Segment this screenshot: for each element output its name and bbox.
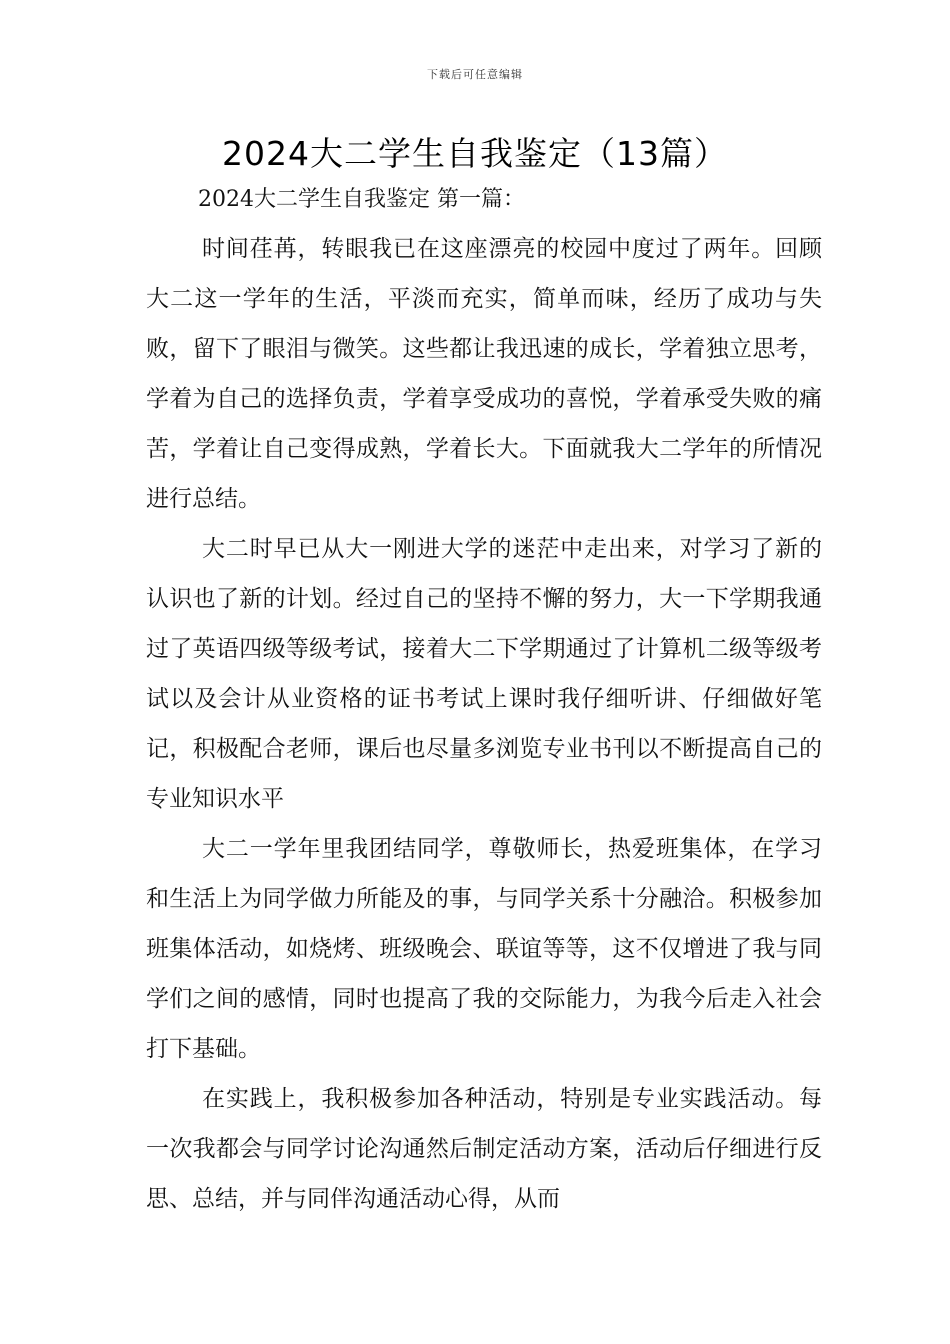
- section-heading: 2024大二学生自我鉴定 第一篇：: [198, 187, 525, 212]
- paragraph-2: 大二时早已从大一刚进大学的迷茫中走出来，对学习了新的认识也了新的计划。经过自己的坚持不懈的努力，大一下学期我通过了英语四级等级考试，接着大二下学期通过了计算机二级等级考试以及会计从业资格的证书考试上课时我仔细听讲、仔细做好笔记，积极配合老师，课后也尽量多浏览专业书刊以不断提高自己的专业知识水平: [146, 536, 822, 812]
- header-note: 下载后可任意编辑: [427, 68, 523, 81]
- paragraph-1: 时间荏苒，转眼我已在这座漂亮的校园中度过了两年。回顾大二这一学年的生活，平淡而充实，简单而味，经历了成功与失败，留下了眼泪与微笑。这些都让我迅速的成长，学着独立思考，学着为自己的选择负责，学着享受成功的喜悦，学着承受失败的痛苦，学着让自己变得成熟，学着长大。下面就我大二学年的所情况进行总结。: [146, 236, 822, 512]
- paragraph-3: 大二一学年里我团结同学，尊敬师长，热爱班集体，在学习和生活上为同学做力所能及的事，与同学关系十分融洽。积极参加班集体活动，如烧烤、班级晚会、联谊等等，这不仅增进了我与同学们之间的感情，同时也提高了我的交际能力，为我今后走入社会打下基础。: [146, 836, 822, 1062]
- document-body: [146, 176, 822, 1224]
- paragraph-4: 在实践上，我积极参加各种活动，特别是专业实践活动。每一次我都会与同学讨论沟通然后制定活动方案，活动后仔细进行反思、总结，并与同伴沟通活动心得，从而: [146, 1086, 822, 1212]
- document-title: 2024大二学生自我鉴定（13篇）: [222, 134, 728, 173]
